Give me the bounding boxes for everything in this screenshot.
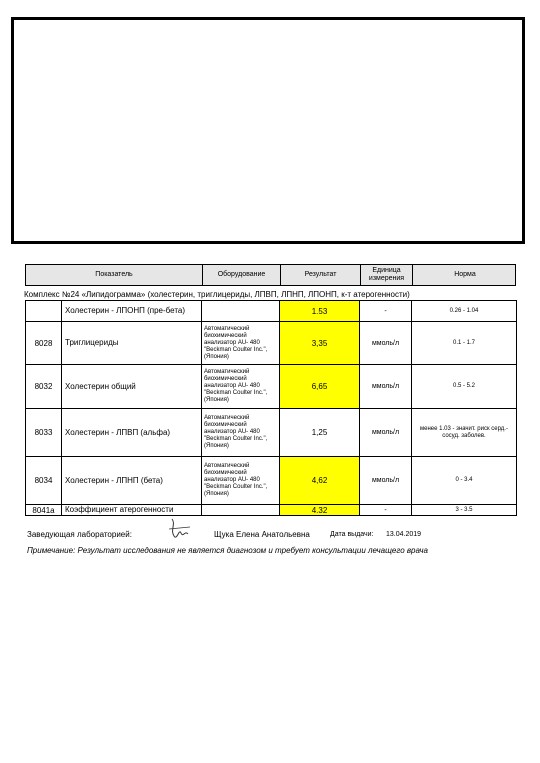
row-result: 4,62 [280,457,360,505]
header-result: Результат [280,265,360,285]
table-row [26,301,517,322]
redacted-area [11,17,525,244]
table-row [26,322,517,365]
row-result: 4.32 [280,505,360,516]
row-result: 6,65 [280,365,360,409]
row-result: 1,25 [280,409,360,457]
row-result: 1.53 [280,301,360,322]
row-result: 3,35 [280,322,360,365]
row-norm: 0.1 - 1.7 [412,322,517,365]
issue-date-label: Дата выдачи: [330,531,374,538]
row-unit: - [360,505,412,516]
row-equipment: Автоматический биохимический анализатор AU- 480 "Beckman Coulter Inc.", (Япония) [202,365,280,409]
row-name: Коэффициент атерогенности [62,505,202,516]
row-code: 8041a [26,505,62,516]
header-equipment: Оборудование [202,265,280,285]
table-row [26,409,517,457]
row-name: Триглицериды [62,322,202,365]
row-norm: 0 - 3.4 [412,457,517,505]
table-row [26,365,517,409]
table-row [26,505,517,516]
row-equipment: Автоматический биохимический анализатор AU- 480 "Beckman Coulter Inc.", (Япония) [202,322,280,365]
row-name: Холестерин - ЛПОНП (пре-бета) [62,301,202,322]
row-equipment: Автоматический биохимический анализатор AU- 480 "Beckman Coulter Inc.", (Япония) [202,457,280,505]
row-unit: ммоль/л [360,322,412,365]
row-norm: 3 - 3.5 [412,505,517,516]
row-equipment [202,505,280,516]
signature-image [166,516,192,544]
row-norm: 0.5 - 5.2 [412,365,517,409]
header-unit: Единица измерения [360,265,412,285]
row-norm: 0.26 - 1.04 [412,301,517,322]
row-unit: - [360,301,412,322]
head-of-lab-name: Щука Елена Анатольевна [214,530,310,539]
table-row [26,457,517,505]
row-name: Холестерин общий [62,365,202,409]
row-unit: ммоль/л [360,409,412,457]
disclaimer-note: Примечание: Результат исследования не является диагнозом и требует консультации лечащего врача [27,546,429,555]
row-code: 8034 [26,457,62,505]
row-unit: ммоль/л [360,457,412,505]
issue-date-value: 13.04.2019 [386,531,422,538]
row-code: 8032 [26,365,62,409]
row-code: 8033 [26,409,62,457]
row-name: Холестерин - ЛПНП (бета) [62,457,202,505]
row-code [26,301,62,322]
head-of-lab-label: Заведующая лабораторией: [27,530,132,539]
row-equipment [202,301,280,322]
row-code: 8028 [26,322,62,365]
table-header [25,264,516,286]
row-name: Холестерин - ЛПВП (альфа) [62,409,202,457]
results-table [25,300,517,516]
row-unit: ммоль/л [360,365,412,409]
row-equipment: Автоматический биохимический анализатор AU- 480 "Beckman Coulter Inc.", (Япония) [202,409,280,457]
row-norm: менее 1.03 - значит. риск серд.-сосуд. заболев. [412,409,517,457]
complex-title: Комплекс №24 «Липидограмма» (холестерин, триглицериды, ЛПВП, ЛПНП, ЛПОНП, к-т атерогенности) [24,290,410,299]
header-norm: Норма [412,265,517,285]
header-indicator: Показатель [95,271,133,278]
